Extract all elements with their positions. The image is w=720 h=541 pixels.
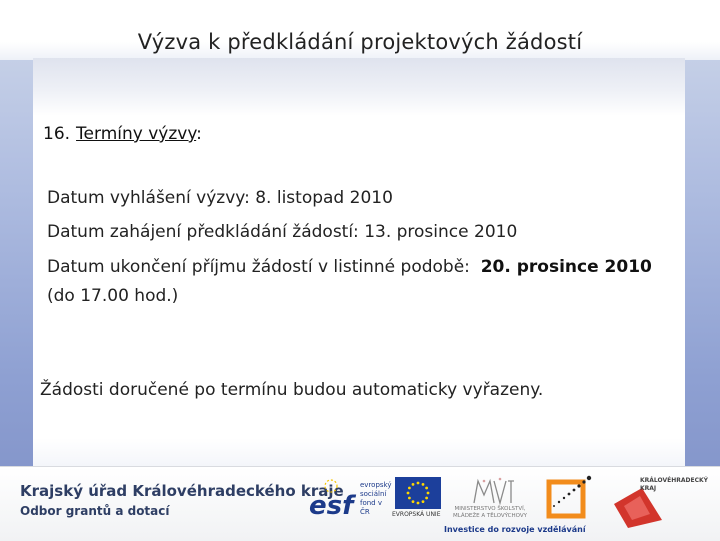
kralovehradecky-kraj-label: KRÁLOVÉHRADECKÝ KRAJ [640,477,708,492]
panel-top-fade [33,58,685,116]
submission-end-date [47,257,652,277]
submission-end-prefix: Datum ukončení příjmu žádostí v listinné podobě: [47,257,481,277]
section-label: Termíny výzvy [76,124,197,144]
announcement-date: Datum vyhlášení výzvy: 8. listopad 2010 [47,188,393,208]
submission-end-bold: 20. prosince 2010 [480,257,652,277]
section-heading [43,124,202,144]
footer-org-dept: Odbor grantů a dotací [20,504,170,518]
eu-stars-decoration [600,230,720,350]
footer-org [20,482,344,518]
submission-start-date: Datum zahájení předkládání žádostí: 13. prosince 2010 [47,222,518,242]
section-number: 16. [43,124,71,144]
eu-label: EVROPSKÁ UNIE [392,511,441,518]
section-colon: : [196,124,202,144]
svg-text:esf: esf [309,491,354,520]
slide-title: Výzva k předkládání projektových žádostí [137,30,583,54]
footer-org-name: Krajský úřad Královéhradeckého kraje [20,482,344,500]
investice-label: Investice do rozvoje vzdělávání [444,525,586,534]
esf-text: evropský sociální fond v ČR [360,481,392,516]
op-logo [543,472,595,524]
eu-flag-icon [395,477,441,509]
panel-bottom-fade [33,438,685,468]
late-submission-note: Žádosti doručené po termínu budou automaticky vyřazeny. [40,380,544,400]
msmt-label: MINISTERSTVO ŠKOLSTVÍ, MLÁDEŽE A TĚLOVÝCHOVY [453,506,527,519]
submission-end-time: (do 17.00 hod.) [47,286,179,306]
